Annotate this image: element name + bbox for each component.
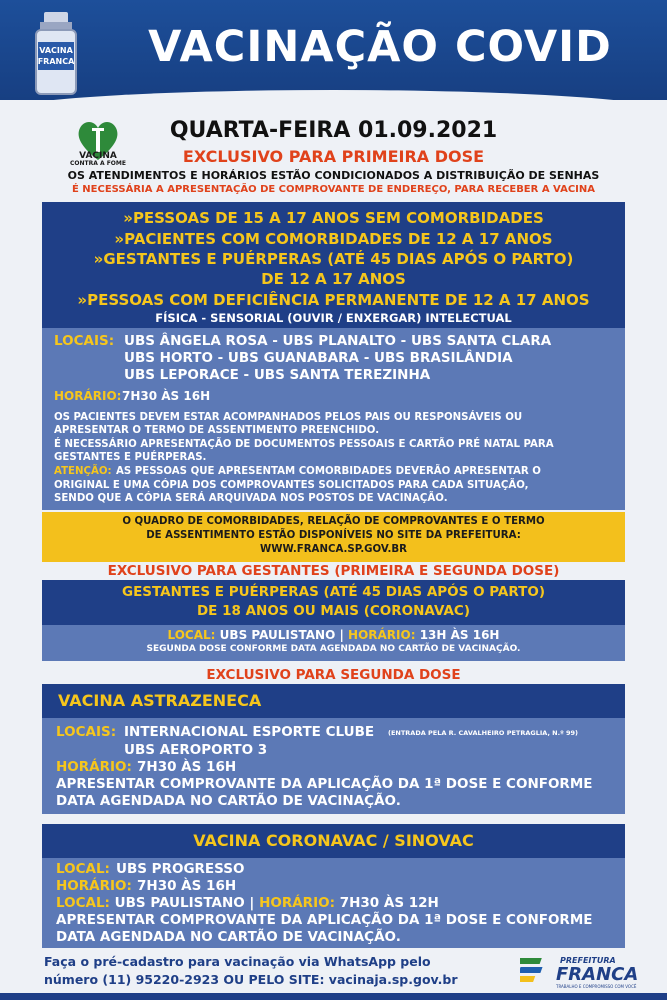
footer-precadastro: Faça o pré-cadastro para vacinação via WhatsApp pelo número (11) 95220-2923 OU PELO SITE: vacinaja.sp.gov.br [44,954,458,987]
horario-label: HORÁRIO: [56,759,132,775]
corona-note: APRESENTAR COMPROVANTE DA APLICAÇÃO DA 1ª DOSE E CONFORME [56,912,593,928]
footer-bar [0,993,667,1000]
svg-text:PREFEITURA: PREFEITURA [560,956,616,965]
note-line: É NECESSÁRIO APRESENTAÇÃO DE DOCUMENTOS PESSOAIS E CARTÃO PRÉ NATAL PARA [54,439,554,450]
site-link[interactable]: WWW.FRANCA.SP.GOV.BR [260,544,407,555]
group-line: »PESSOAS DE 15 A 17 ANOS SEM COMORBIDADES [123,209,544,227]
local-label: LOCAL: [56,861,110,877]
atencao-line: AS PESSOAS QUE APRESENTAM COMORBIDADES DEVERÃO APRESENTAR O [116,466,541,477]
astra-note: APRESENTAR COMPROVANTE DA APLICAÇÃO DA 1ª DOSE E CONFORME [56,776,593,792]
astrazeneca-title: VACINA ASTRAZENECA [58,691,262,710]
locais-line: UBS LEPORACE - UBS SANTA TEREZINHA [124,367,431,383]
atencao-line: SENDO QUE A CÓPIA SERÁ ARQUIVADA NOS POSTOS DE VACINAÇÃO. [54,493,448,504]
atencao-line: ORIGINAL E UMA CÓPIA DOS COMPROVANTES SOLICITADOS PARA CADA SITUAÇÃO, [54,480,529,491]
locais-line: UBS HORTO - UBS GUANABARA - UBS BRASILÂNDIA [124,350,513,366]
note-line: OS PACIENTES DEVEM ESTAR ACOMPANHADOS PELOS PAIS OU RESPONSÁVEIS OU [54,412,523,423]
date-heading: QUARTA-FEIRA 01.09.2021 [169,118,498,143]
corona-note: DATA AGENDADA NO CARTÃO DE VACINAÇÃO. [56,929,401,945]
horario-value: 7H30 ÀS 16H [137,878,237,894]
astra-local: UBS AEROPORTO 3 [124,742,268,758]
info-line: DE ASSENTIMENTO ESTÃO DISPONÍVEIS NO SITE DA PREFEITURA: [146,530,521,541]
locais-label: LOCAIS: [54,333,115,349]
svg-text:VACINA: VACINA [39,46,73,55]
astra-local: INTERNACIONAL ESPORTE CLUBE [124,724,375,740]
horario-value: 7H30 ÀS 16H [122,389,211,403]
locais-line: UBS ÂNGELA ROSA - UBS PLANALTO - UBS SANTA CLARA [124,333,552,349]
corona-local-horario: LOCAL: UBS PAULISTANO | HORÁRIO: 7H30 ÀS 12H [56,895,439,911]
pregnant-location: LOCAL: UBS PAULISTANO | HORÁRIO: 13H ÀS 16H [167,628,500,642]
pregnant-note: SEGUNDA DOSE CONFORME DATA AGENDADA NO CARTÃO DE VACINAÇÃO. [146,644,521,654]
svg-text:TRABALHO E COMPROMISSO COM VOC: TRABALHO E COMPROMISSO COM VOCÊ [556,984,637,989]
svg-text:FRANCA: FRANCA [556,964,639,985]
group-line: »PESSOAS COM DEFICIÊNCIA PERMANENTE DE 12 A 17 ANOS [77,291,590,309]
astra-local-note: (ENTRADA PELA R. CAVALHEIRO PETRAGLIA, N.º 99) [388,729,579,737]
page-title: VACINAÇÃO COVID [148,22,612,72]
first-dose-subtitle: EXCLUSIVO PARA PRIMEIRA DOSE [182,147,485,166]
prefeitura-franca-logo [520,952,648,992]
corona-local: UBS PROGRESSO [116,861,245,877]
coronavac-title: VACINA CORONAVAC / SINOVAC [193,831,474,850]
horario-label: HORÁRIO: [56,878,132,894]
note-line: APRESENTAR O TERMO DE ASSENTIMENTO PREENCHIDO. [54,425,380,436]
pregnant-group: GESTANTES E PUÉRPERAS (ATÉ 45 DIAS APÓS O PARTO) [121,584,545,600]
pregnant-heading: EXCLUSIVO PARA GESTANTES (PRIMEIRA E SEGUNDA DOSE) [107,563,560,579]
group-line: DE 12 A 17 ANOS [261,270,406,288]
astra-note: DATA AGENDADA NO CARTÃO DE VACINAÇÃO. [56,793,401,809]
notice-senhas: OS ATENDIMENTOS E HORÁRIOS ESTÃO CONDICIONADOS A DISTRIBUIÇÃO DE SENHAS [67,169,600,182]
vaccine-vial-icon [30,12,82,96]
group-line: FÍSICA - SENSORIAL (OUVIR / ENXERGAR) INTELECTUAL [155,311,512,325]
atencao-label: ATENÇÃO: [54,466,112,477]
pregnant-group: DE 18 ANOS OU MAIS (CORONAVAC) [196,603,471,619]
second-dose-heading: EXCLUSIVO PARA SEGUNDA DOSE [206,667,461,683]
horario-value: 7H30 ÀS 16H [137,759,237,775]
group-line: »PACIENTES COM COMORBIDADES DE 12 A 17 ANOS [114,230,553,248]
notice-comprovante: É NECESSÁRIA A APRESENTAÇÃO DE COMPROVANTE DE ENDEREÇO, PARA RECEBER A VACINA [71,184,596,195]
logo-caption: VACINA CONTRA A FOME [70,151,126,167]
info-line: O QUADRO DE COMORBIDADES, RELAÇÃO DE COMPROVANTES E O TERMO [122,516,545,527]
horario-label: HORÁRIO: [54,389,122,403]
group-line: »GESTANTES E PUÉRPERAS (ATÉ 45 DIAS APÓS O PARTO) [93,250,574,268]
svg-text:FRANCA: FRANCA [37,57,75,66]
note-line: GESTANTES E PUÉRPERAS. [54,452,207,463]
locais-label: LOCAIS: [56,724,117,740]
